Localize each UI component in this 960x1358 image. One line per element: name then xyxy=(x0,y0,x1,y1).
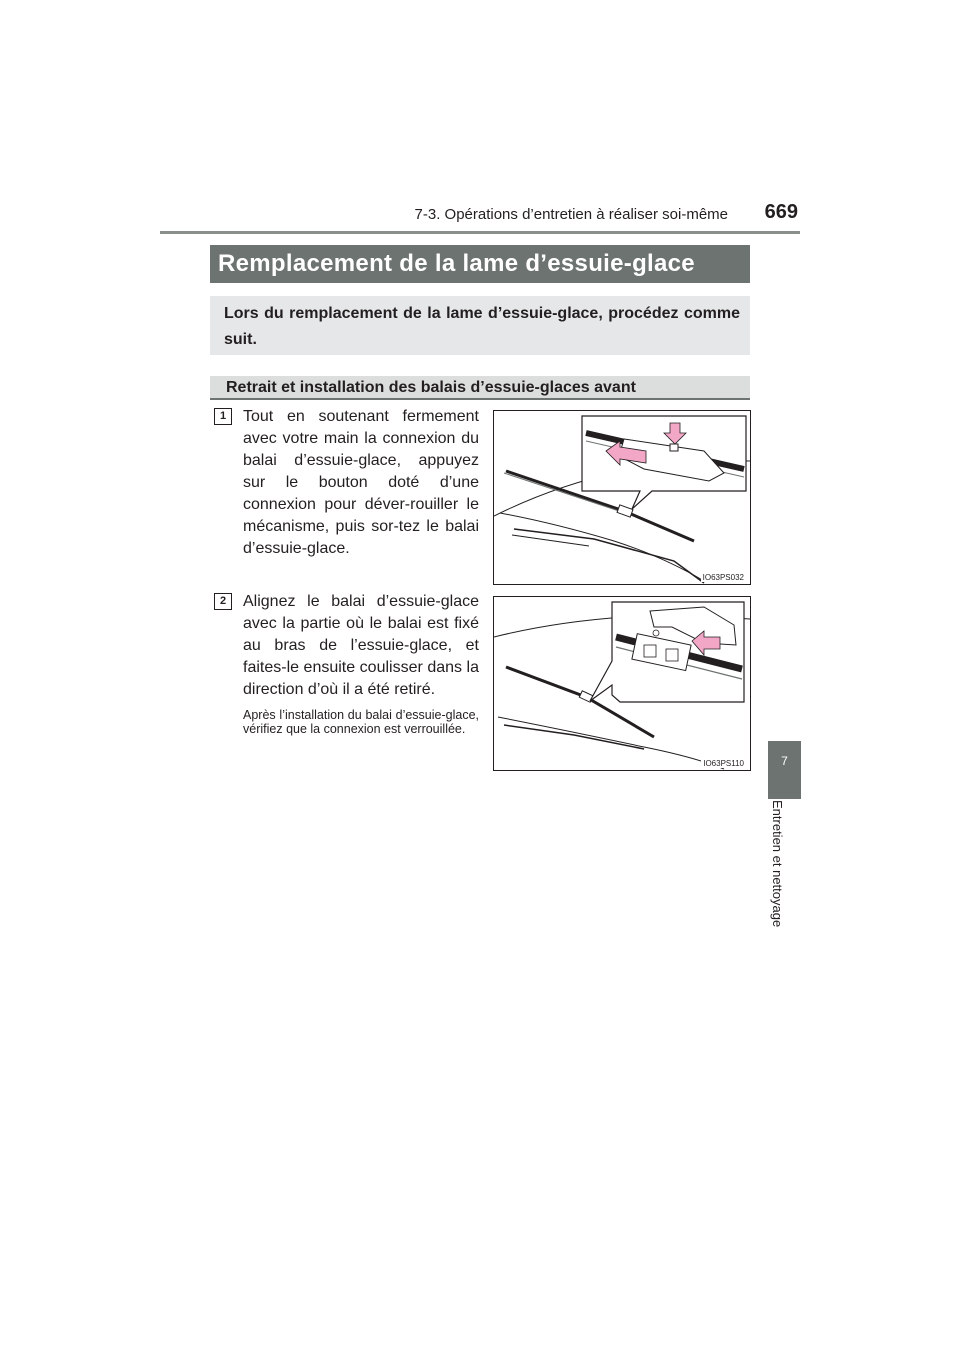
section-intro: Lors du remplacement de la lame d’essuie-glace, procédez comme suit. xyxy=(210,296,750,355)
wiper-installation-illustration xyxy=(494,597,750,770)
step-2-note: Après l’installation du balai d’essuie-glace, vérifiez que la connexion est verrouillée. xyxy=(243,708,479,736)
running-header: 7-3. Opérations d’entretien à réaliser soi-même xyxy=(414,206,728,223)
page-number: 669 xyxy=(764,201,798,223)
chapter-title: Entretien et nettoyage xyxy=(770,800,785,928)
chapter-title-vertical xyxy=(771,800,799,960)
step-2-number: 2 xyxy=(214,593,232,610)
header-divider xyxy=(160,231,800,234)
subsection-title: Retrait et installation des balais d’essuie-glaces avant xyxy=(210,376,750,400)
wiper-installation-figure xyxy=(493,596,751,771)
section-title: Remplacement de la lame d’essuie-glace xyxy=(210,245,750,283)
wiper-removal-figure xyxy=(493,410,751,585)
chapter-tab[interactable] xyxy=(768,741,801,799)
wiper-removal-illustration xyxy=(494,411,750,584)
step-2-text: Alignez le balai d’essuie-glace avec la partie où le balai est fixé au bras de l’essuie-glace, et faites-le ensuite coulisser dans la direction d’où il a été retiré. xyxy=(243,593,479,698)
step-1-text: Tout en soutenant fermement avec votre main la connexion du balai d’essuie-glace, appuyez sur le bouton doté d’une connexion pour déver-rouiller le mécanisme, puis sor-tez le balai d’essuie-glace. xyxy=(243,408,479,557)
chapter-number: 7 xyxy=(781,754,788,768)
figure-code: IO63PS110 xyxy=(703,759,744,768)
figure-code: IO63PS032 xyxy=(702,573,744,582)
step-1-number: 1 xyxy=(214,408,232,425)
